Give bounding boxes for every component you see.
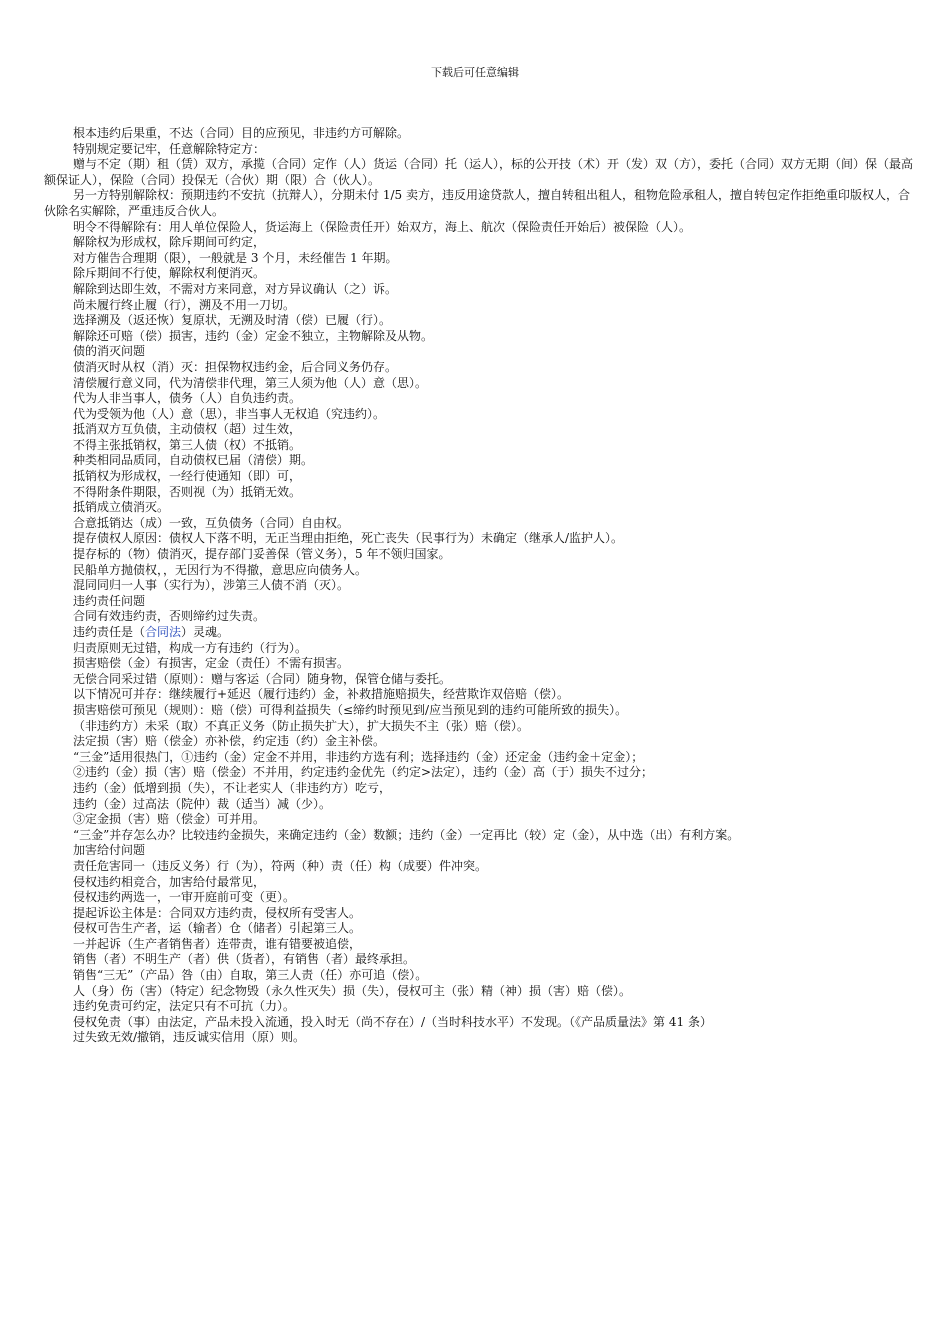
- text-line: 合同有效违约责，否则缔约过失责。: [73, 609, 266, 624]
- text-line: 违约（金）低增到损（失），不让老实人（非违约方）吃亏，: [73, 780, 392, 795]
- text-line: 提存债权人原因：债权人下落不明，无正当理由拒绝，死亡丧失（民事行为）未确定（继承人/监护人）。: [73, 531, 624, 546]
- text-line: 债的消灭问题: [73, 344, 146, 359]
- text-line: 赠与不定（期）租（赁）双方，承揽（合同）定作（人）货运（合同）托（运人），标的公开技（术）开（发）双（方），委托（合同）双方无期（间）保（最高额保证人），保险（合同）投保无（合伙）期（限）合（伙人）。: [44, 157, 914, 187]
- text-line: 清偿履行意义同，代为清偿非代理，第三人须为他（人）意（思）。: [73, 375, 428, 390]
- text-line: 不得附条件期限，否则视（为）抵销无效。: [73, 484, 302, 499]
- text-line: 一并起诉（生产者销售者）连带责，谁有错要被追偿，: [73, 936, 362, 951]
- text-line: 债消灭时从权（消）灭：担保物权违约金，后合同义务仍存。: [73, 359, 398, 374]
- text-line: 法定损（害）赔（偿金）亦补偿，约定违（约）金主补偿。: [73, 734, 386, 749]
- text-line: 责任危害同一（违反义务）行（为），符两（种）责（任）构（成要）件冲突。: [73, 858, 488, 873]
- text-line: 不得主张抵销权，第三人债（权）不抵销。: [73, 437, 302, 452]
- text-line: 对方催告合理期（限），一般就是 3 个月，未经催告 1 年期。: [73, 250, 398, 265]
- text-line: 除斥期间不行使，解除权利便消灭。: [73, 266, 266, 281]
- text-line: 加害给付问题: [73, 843, 146, 858]
- text-line: 民船单方抛债权，，无因行为不得撤，意思应向债务人。: [73, 562, 368, 577]
- text-line: 人（身）伤（害）（特定）纪念物毁（永久性灭失）损（失），侵权可主（张）精（神）损（害）赔（偿）。: [73, 983, 632, 998]
- text-line: ②违约（金）损（害）赔（偿金）不并用，约定违约金优先（约定>法定），违约（金）高（于）损失不过分；: [73, 765, 654, 780]
- line-prefix: 违约责任是（: [73, 625, 146, 639]
- text-line: 代为人非当事人，债务（人）自负违约责。: [73, 391, 302, 406]
- text-line: 违约责任问题: [73, 593, 146, 608]
- text-line: 解除还可赔（偿）损害，违约（金）定金不独立，主物解除及从物。: [73, 328, 434, 343]
- text-line: 混同同归一人事（实行为），涉第三人债不消（灭）。: [73, 578, 350, 593]
- text-line: 侵权违约两选一，一审开庭前可变（更）。: [73, 890, 296, 905]
- text-line: 选择溯及（返还恢）复原状，无溯及时清（偿）已履（行）。: [73, 313, 392, 328]
- text-line: “三金”适用很热门，①违约（金）定金不并用，非违约方选有利；选择违约（金）还定金（违约金＋定金）；: [73, 749, 644, 764]
- text-line: 归责原则无过错，构成一方有违约（行为）。: [73, 640, 308, 655]
- document-body: [44, 126, 918, 1046]
- text-line: 根本违约后果重，不达（合同）目的应预见，非违约方可解除。: [73, 126, 410, 140]
- text-line: ③定金损（害）赔（偿金）可并用。: [73, 812, 266, 827]
- text-line: 违约免责可约定，法定只有不可抗（力）。: [73, 999, 296, 1014]
- text-line: 违约（金）过高法（院仲）裁（适当）减（少）。: [73, 796, 332, 811]
- text-line: 提起诉讼主体是：合同双方违约责，侵权所有受害人。: [73, 905, 362, 920]
- text-line: 以下情况可并存：继续履行+延迟（履行违约）金，补救措施赔损失，经营欺诈双倍赔（偿）。: [73, 687, 570, 702]
- text-line: 明令不得解除有：用人单位保险人，货运海上（保险责任开）始双方，海上、航次（保险责任开始后）被保险（人）。: [73, 219, 692, 234]
- text-line: 侵权免责（事）由法定，产品未投入流通，投入时无（尚不存在）/（当时科技水平）不发现。（《产品质量法》第 41 条）: [73, 1014, 712, 1029]
- text-line: 特别规定要记牢，任意解除特定方：: [73, 141, 266, 156]
- header-text: 下载后可任意编辑: [431, 66, 519, 79]
- text-line: 解除到达即生效，不需对方来同意，对方异议确认（之）诉。: [73, 281, 398, 296]
- text-line: 销售（者）不明生产（者）供（货者），有销售（者）最终承担。: [73, 952, 416, 967]
- text-line: 侵权可告生产者，运（输者）仓（储者）引起第三人。: [73, 921, 362, 936]
- text-line: （非违约方）未采（取）不真正义务（防止损失扩大），扩大损失不主（张）赔（偿）。: [73, 718, 530, 733]
- text-line: 尚未履行终止履（行），溯及不用一刀切。: [73, 297, 296, 312]
- text-line: 代为受领为他（人）意（思），非当事人无权追（究违约）。: [73, 406, 386, 421]
- text-line: 抵消双方互负债，主动债权（超）过生效，: [73, 422, 302, 437]
- page-header: [0, 66, 950, 80]
- line-suffix: ）灵魂。: [181, 625, 230, 639]
- text-line: 无偿合同采过错（原则）：赠与客运（合同）随身物，保管仓储与委托。: [73, 671, 452, 686]
- text-line: 损害赔偿（金）有损害，定金（责任）不需有损害。: [73, 656, 350, 671]
- text-line: “三金”并存怎么办？比较违约金损失，来确定违约（金）数额；违约（金）一定再比（较）定（金），从中选（出）有利方案。: [73, 827, 740, 842]
- text-line: 过失致无效/撤销，违反诚实信用（原）则。: [73, 1030, 306, 1045]
- contract-law-link[interactable]: 合同法: [145, 625, 182, 639]
- text-line: 合意抵销达（成）一致，互负债务（合同）自由权。: [73, 515, 350, 530]
- text-line: 侵权违约相竞合，加害给付最常见，: [73, 874, 266, 889]
- text-line: 解除权为形成权，除斥期间可约定，: [73, 235, 266, 250]
- text-line: [44, 625, 918, 641]
- text-line: 提存标的（物）债消灭，提存部门妥善保（管义务），5 年不领归国家。: [73, 547, 451, 562]
- text-line: 种类相同品质同，自动债权已届（清偿）期。: [73, 453, 314, 468]
- text-line: 销售“三无”（产品）咎（由）自取，第三人责（任）亦可追（偿）。: [73, 968, 428, 983]
- text-line: 抵销成立债消灭。: [73, 500, 170, 515]
- text-line: 另一方特别解除权：预期违约不安抗（抗辩人），分期未付 1/5 卖方，违反用途贷款人，擅自转租出租人，租物危险承租人，擅自转包定作拒绝重印版权人，合伙除名实解除，严重违反合伙人。: [44, 188, 910, 218]
- text-line: 抵销权为形成权，一经行使通知（即）可，: [73, 469, 302, 484]
- text-line: 损害赔偿可预见（规则）：赔（偿）可得利益损失（≤缔约时预见到/应当预见到的违约可能所致的损失）。: [73, 702, 628, 717]
